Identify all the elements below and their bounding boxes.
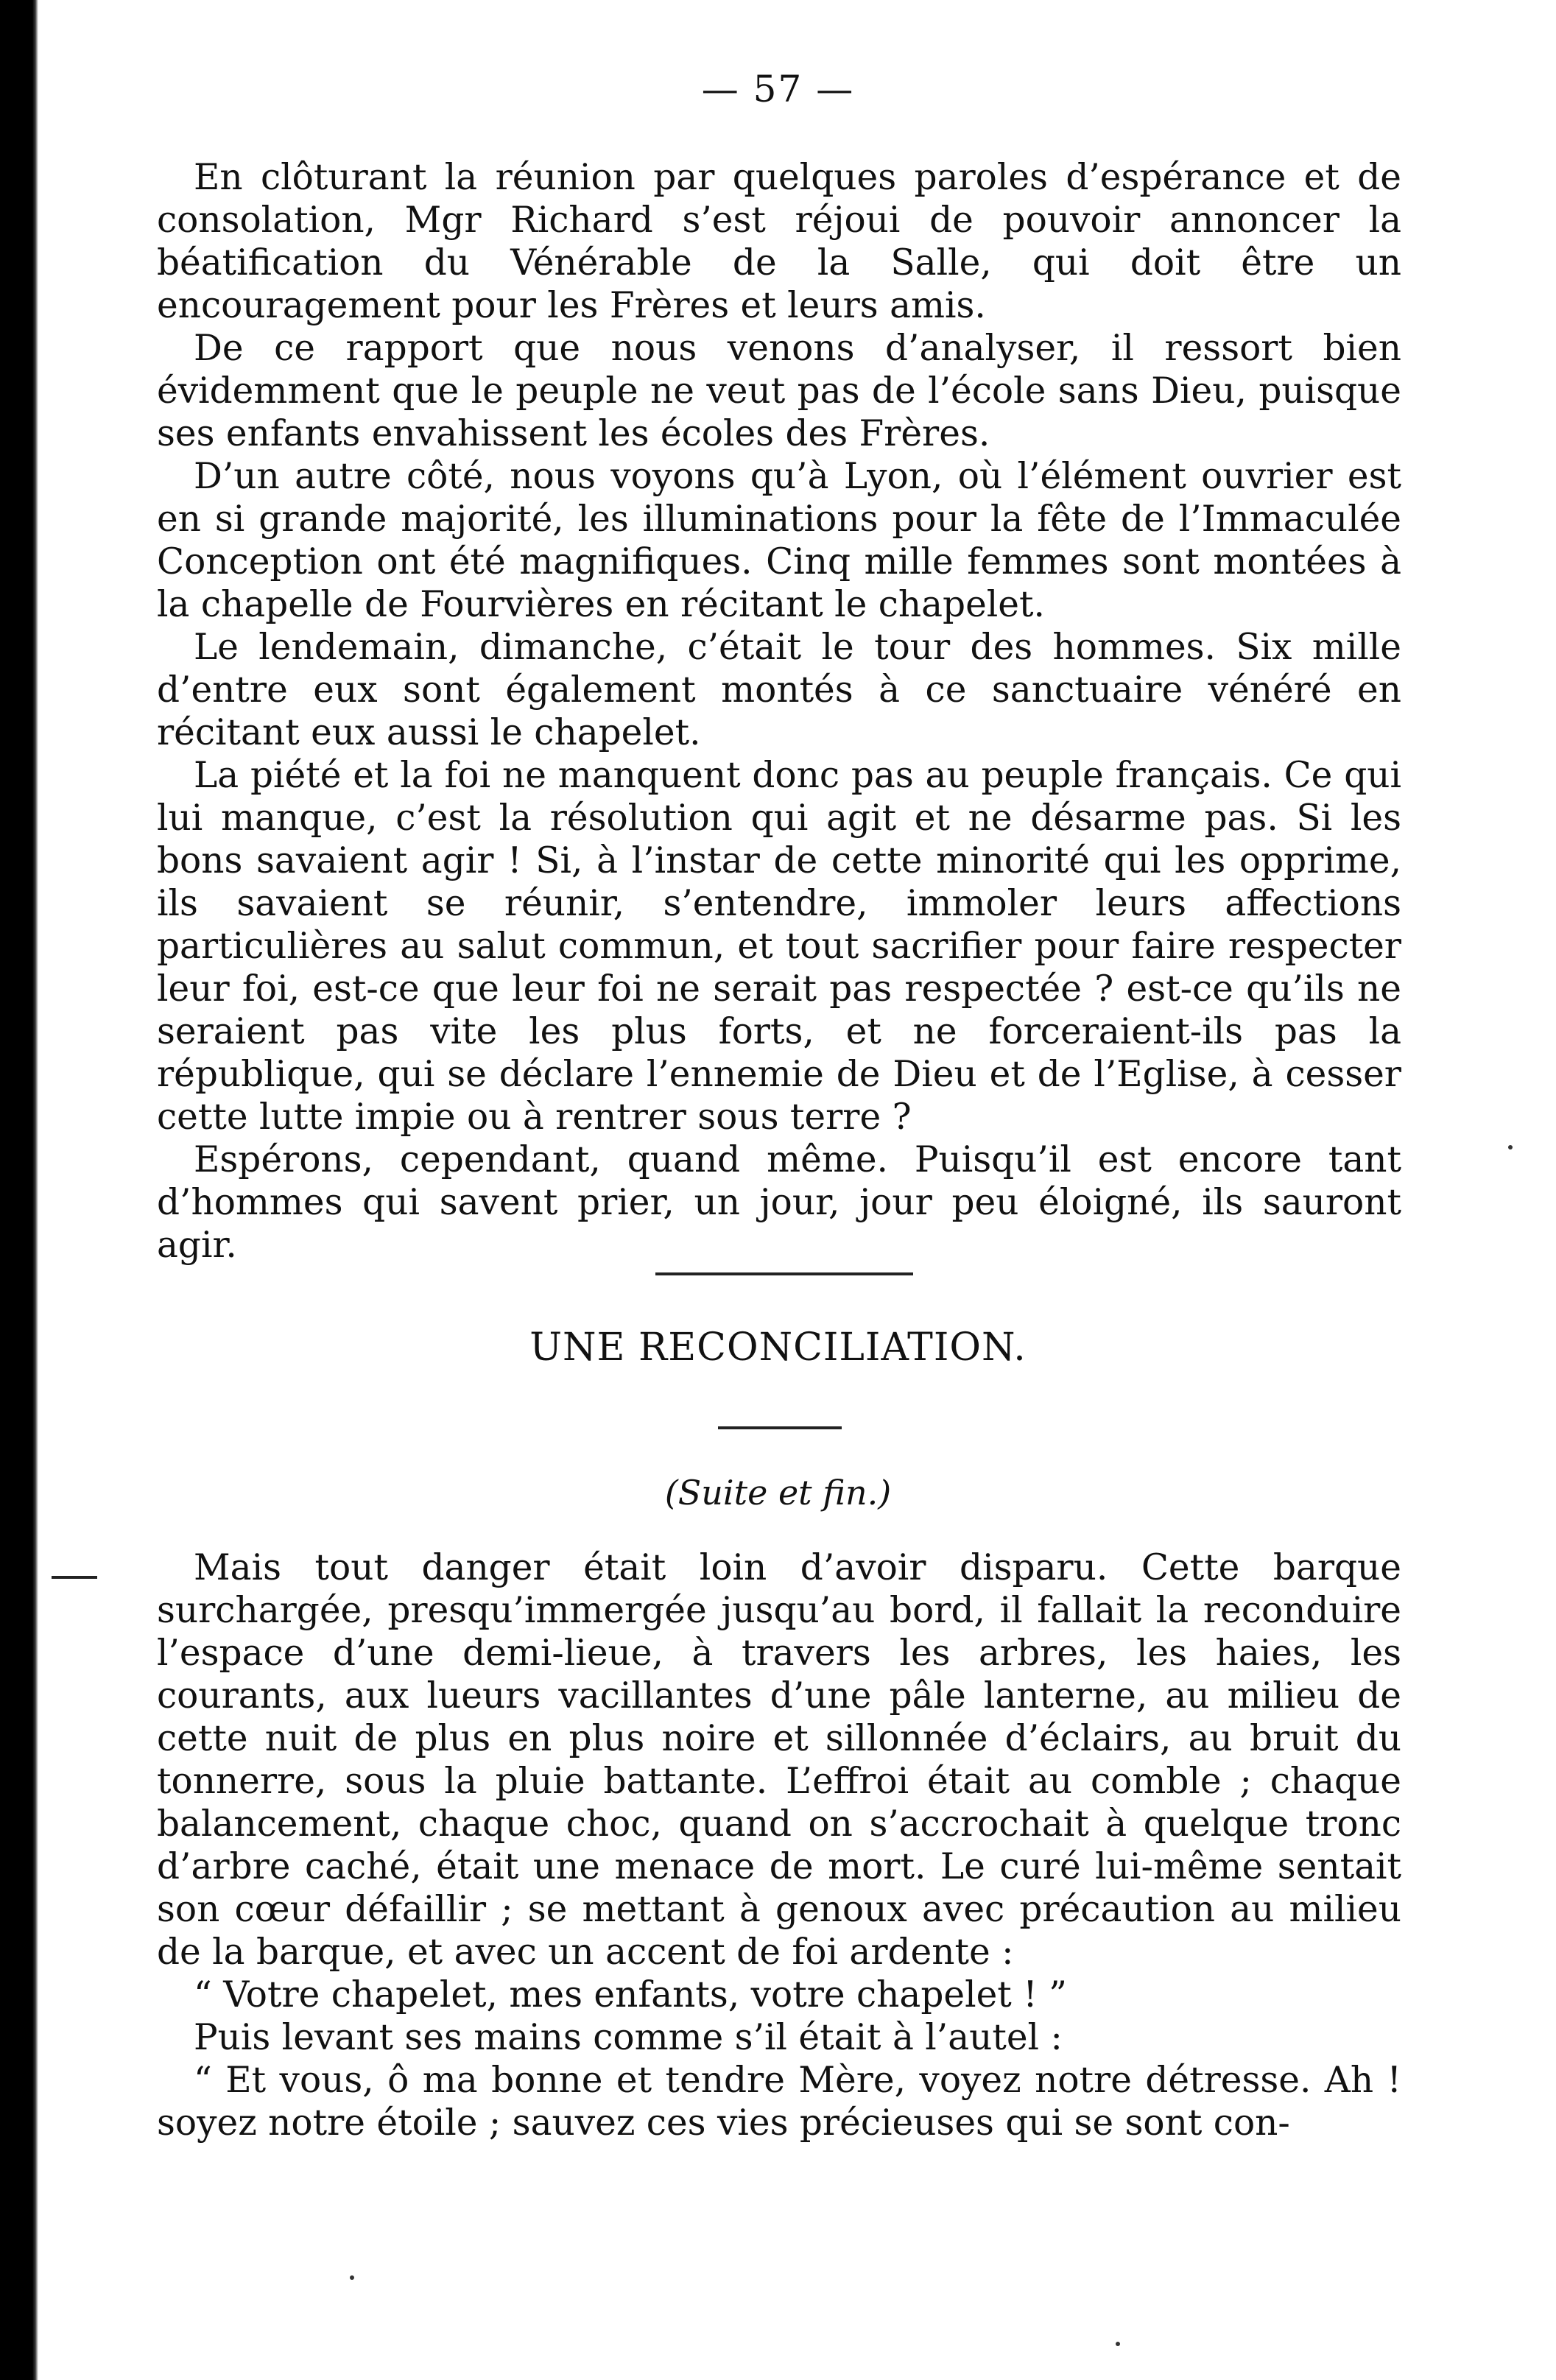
margin-mark <box>52 1576 97 1579</box>
print-speck <box>1508 1145 1513 1149</box>
paragraph: La piété et la foi ne manquent donc pas au peuple français. Ce qui lui manque, c’est la résolution qui agit et ne désarme pas. Si les bons savaient agir ! Si, à l’instar de cette minorité qui les opprime, ils savaient se réunir, s’entendre, immoler leurs affections particulières au salut commun, et tout sacrifier pour faire respecter leur foi, est-ce que leur foi ne serait pas respectée ? est-ce qu’ils ne seraient pas vite les plus forts, et ne forceraient-ils pas la république, qui se déclare l’ennemie de Dieu et de l’Eglise, à cesser cette lutte impie ou à rentrer sous terre ? <box>157 755 1401 1138</box>
paragraph: De ce rapport que nous venons d’analyser, il ressort bien évidemment que le peuple ne veut pas de l’école sans Dieu, puisque ses enfants envahissent les écoles des Frères. <box>157 328 1401 454</box>
print-speck <box>350 2275 354 2280</box>
paragraph: Espérons, cependant, quand même. Puisqu’il est encore tant d’hommes qui savent prier, un jour, jour peu éloigné, ils sauront agir. <box>157 1139 1401 1266</box>
title-underline <box>718 1426 842 1429</box>
page-number: — 57 — <box>701 68 855 110</box>
section-divider <box>655 1272 913 1275</box>
paragraph: “ Votre chapelet, mes enfants, votre chapelet ! ” <box>194 1974 1067 2015</box>
paragraph: D’un autre côté, nous voyons qu’à Lyon, où l’élément ouvrier est en si grande majorité, les illuminations pour la fête de l’Immaculée Conception ont été magnifiques. Cinq mille femmes sont montées à la chapelle de Fourvières en récitant le chapelet. <box>157 456 1401 625</box>
paragraph: En clôturant la réunion par quelques paroles d’espérance et de consolation, Mgr Richard s’est réjoui de pouvoir annoncer la béatification du Vénérable de la Salle, qui doit être un encouragement pour les Frères et leurs amis. <box>157 157 1401 326</box>
top-text-block <box>157 156 1401 1267</box>
section-title: UNE RECONCILIATION. <box>529 1325 1027 1370</box>
bottom-text-block <box>157 1546 1401 2144</box>
paragraph: “ Et vous, ô ma bonne et tendre Mère, voyez notre détresse. Ah ! soyez notre étoile ; sauvez ces vies précieuses qui se sont con- <box>157 2060 1401 2144</box>
page-binding-edge <box>0 0 38 2380</box>
paragraph: Mais tout danger était loin d’avoir disparu. Cette barque surchargée, presqu’immergée jusqu’au bord, il fallait la reconduire l’espace d’une demi-lieue, à travers les arbres, les haies, les courants, aux lueurs vacillantes d’une pâle lanterne, au milieu de cette nuit de plus en plus noire et sillonnée d’éclairs, au bruit du tonnerre, sous la pluie battante. L’effroi était au comble ; chaque balancement, chaque choc, quand on s’accrochait à quelque tronc d’arbre caché, était une menace de mort. Le curé lui-même sentait son cœur défaillir ; se mettant à genoux avec précaution au milieu de la barque, et avec un accent de foi ardente : <box>157 1547 1401 1973</box>
print-speck <box>1116 2342 1120 2346</box>
section-subtitle: (Suite et fin.) <box>664 1473 892 1513</box>
paragraph: Puis levant ses mains comme s’il était à l’autel : <box>194 2017 1063 2058</box>
paragraph: Le lendemain, dimanche, c’était le tour des hommes. Six mille d’entre eux sont également montés à ce sanctuaire vénéré en récitant eux aussi le chapelet. <box>157 627 1401 753</box>
